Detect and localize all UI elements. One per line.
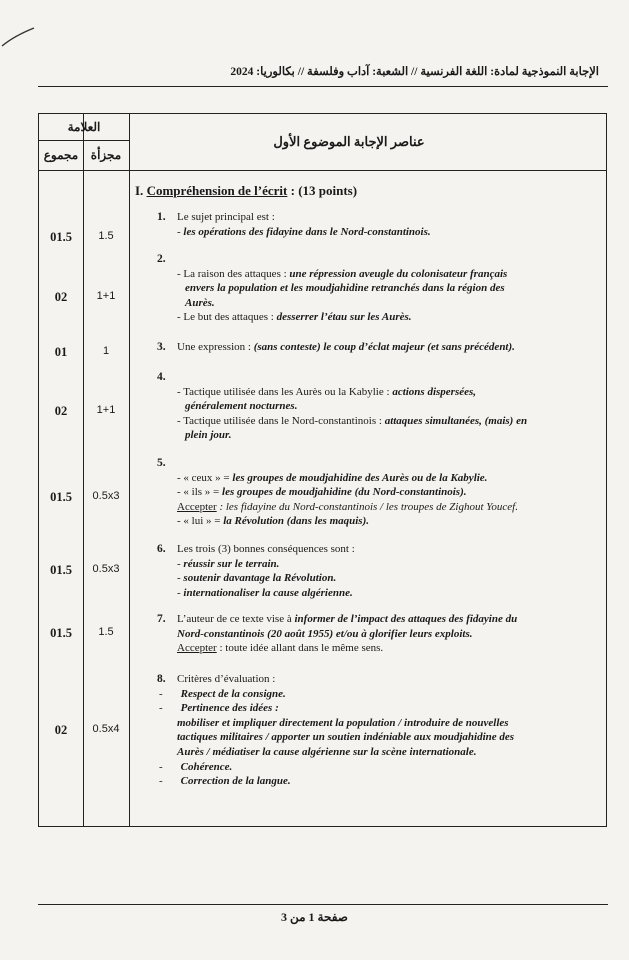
answer-line xyxy=(177,586,353,600)
answer-prefix: - « ceux » = xyxy=(177,471,233,484)
total-score-header: مجموع xyxy=(43,148,79,162)
question-number: 7. xyxy=(157,613,166,625)
answer-line xyxy=(177,672,275,686)
answer-line xyxy=(177,385,476,399)
total-score: 01.5 xyxy=(50,563,72,577)
answer-prefix: - xyxy=(177,586,184,599)
answer-text: Aurès. xyxy=(185,296,215,309)
answer-line xyxy=(177,414,527,428)
part-score: 0.5x3 xyxy=(92,490,120,502)
part-score: 1+1 xyxy=(96,404,116,416)
part-score: 1.5 xyxy=(98,230,114,242)
answer-text: les opérations des fidayine dans le Nord-constantinois. xyxy=(183,225,431,238)
question-number: 6. xyxy=(157,543,166,555)
answer-prefix: Le sujet principal est : xyxy=(177,211,275,223)
answer-prefix: - xyxy=(177,557,184,570)
answer-line xyxy=(185,296,215,310)
answer-text: Correction de la langue. xyxy=(180,775,291,788)
total-score: 02 xyxy=(54,723,68,737)
answer-text: la Révolution (dans les maquis). xyxy=(223,515,370,528)
answer-line xyxy=(177,500,518,514)
answer-prefix: - « ils » = xyxy=(177,486,223,499)
answer-text: : les fidayine du Nord-constantinois / les troupes de Zighout Youcef. xyxy=(216,500,518,513)
answer-prefix: Une expression : xyxy=(177,341,254,353)
answer-line xyxy=(177,641,383,655)
answer-text: soutenir davantage la Révolution. xyxy=(183,572,337,585)
answer-text: informer de l’impact des attaques des fidayine du xyxy=(294,613,518,625)
answer-line xyxy=(185,399,297,413)
answer-text: internationaliser la cause algérienne. xyxy=(183,586,353,599)
score-header-divider xyxy=(39,140,129,141)
answer-prefix: - xyxy=(159,702,163,715)
answer-prefix: L’auteur de ce texte vise à xyxy=(177,613,295,625)
question-number: 4. xyxy=(157,371,166,383)
total-score: 01.5 xyxy=(50,626,72,640)
answer-line xyxy=(185,428,231,442)
total-score: 01.5 xyxy=(50,490,72,504)
answer-prefix: - « lui » = xyxy=(177,515,224,528)
answer-line xyxy=(177,612,517,626)
score-header: العلامة xyxy=(67,120,101,134)
answer-line xyxy=(177,471,487,485)
answer-text: une répression aveugle du colonisateur français xyxy=(289,267,508,280)
answer-line xyxy=(177,557,279,571)
answer-text: actions dispersées, xyxy=(392,385,477,398)
question-number: 1. xyxy=(157,211,166,223)
question-number: 3. xyxy=(157,341,166,353)
answer-text: (sans conteste) le coup d’éclat majeur (et sans précédent). xyxy=(253,341,515,353)
answer-prefix: - Tactique utilisée dans les Aurès ou la Kabylie : xyxy=(177,385,393,398)
answer-text: tactiques militaires / apporter un soutien indéniable aux moudjahidine des xyxy=(177,731,515,744)
answer-prefix: Les trois (3) bonnes conséquences sont : xyxy=(177,543,355,555)
answer-text: envers la population et les moudjahidine retranchés dans la région des xyxy=(185,282,505,295)
part-score: 0.5x3 xyxy=(92,563,120,575)
answer-text: réussir sur le terrain. xyxy=(183,557,280,570)
answer-prefix: - Tactique utilisée dans le Nord-constantinois : xyxy=(177,414,385,427)
page-footer: صفحة 1 من 3 xyxy=(280,910,348,924)
answer-prefix: - Le but des attaques : xyxy=(177,311,277,324)
answer-prefix: Critères d’évaluation : xyxy=(177,673,276,685)
part-score-header: مجزأة xyxy=(90,148,122,162)
answer-line xyxy=(177,210,275,224)
answer-line xyxy=(177,716,509,730)
answer-line xyxy=(177,627,473,641)
part-score: 1+1 xyxy=(96,290,116,302)
answer-text: Cohérence. xyxy=(180,760,233,773)
answer-text: desserrer l’étau sur les Aurès. xyxy=(276,311,412,324)
pen-stroke-mark xyxy=(0,22,40,52)
answer-line xyxy=(177,310,412,324)
answer-prefix: - xyxy=(159,687,163,700)
answer-text: généralement nocturnes. xyxy=(185,400,298,413)
answer-line xyxy=(159,774,291,788)
answer-text: Aurès / médiatiser la cause algérienne sur la scène internationale. xyxy=(177,746,477,758)
answer-line xyxy=(159,701,279,715)
answer-line xyxy=(177,745,476,759)
part-score: 0.5x4 xyxy=(92,723,120,735)
answer-text: attaques simultanées, (mais) en xyxy=(384,414,528,427)
answer-line xyxy=(177,514,369,528)
answer-prefix: - xyxy=(159,760,163,773)
answer-line xyxy=(185,281,505,295)
answer-text: mobiliser et impliquer directement la population / introduire de nouvelles xyxy=(177,716,509,729)
answer-text: : toute idée allant dans le même sens. xyxy=(216,642,384,655)
header-rule xyxy=(38,86,608,87)
answer-line xyxy=(177,571,336,585)
total-score: 01 xyxy=(54,345,68,359)
answer-line xyxy=(177,225,431,239)
answer-line xyxy=(159,687,286,701)
page-header: الإجابة النموذجية لمادة: اللغة الفرنسية // الشعبة: آداب وفلسفة // بكالوريا: 2024 xyxy=(230,66,599,78)
content-header: عناصر الإجابة الموضوع الأول xyxy=(273,134,425,149)
answer-prefix: Accepter xyxy=(177,500,217,513)
question-number: 8. xyxy=(157,673,166,685)
part-score: 1 xyxy=(102,345,110,357)
answer-prefix: - La raison des attaques : xyxy=(177,267,290,280)
total-score: 02 xyxy=(54,404,68,418)
section-points: : (13 points) xyxy=(287,183,358,198)
answer-prefix: - xyxy=(177,225,184,238)
answer-prefix: - xyxy=(177,572,184,585)
table-header-rule xyxy=(39,170,606,171)
col-divider-part-content xyxy=(129,114,130,826)
col-divider-total-part xyxy=(83,114,84,826)
section-number: I. xyxy=(135,183,144,198)
answer-text: les groupes de moudjahidine des Aurès ou de la Kabylie. xyxy=(232,471,488,484)
total-score: 01.5 xyxy=(50,230,72,244)
part-score: 1.5 xyxy=(98,626,114,638)
total-score: 02 xyxy=(54,290,68,304)
footer-rule xyxy=(38,904,608,905)
answer-line xyxy=(177,340,515,354)
answer-line xyxy=(177,730,514,744)
answer-text: les groupes de moudjahidine (du Nord-constantinois). xyxy=(222,486,467,499)
question-number: 2. xyxy=(157,253,166,265)
question-number: 5. xyxy=(157,457,166,469)
answer-text: plein jour. xyxy=(185,429,232,442)
answer-prefix: - xyxy=(159,775,163,788)
answer-text: Pertinence des idées : xyxy=(180,702,279,715)
answer-table xyxy=(38,113,607,827)
answer-prefix: Accepter xyxy=(177,642,217,655)
answer-line xyxy=(177,542,355,556)
answer-text: Respect de la consigne. xyxy=(180,687,286,700)
answer-text: Nord-constantinois (20 août 1955) et/ou à glorifier leurs exploits. xyxy=(177,627,473,640)
answer-line xyxy=(177,485,467,499)
answer-line xyxy=(159,760,232,774)
answer-line xyxy=(177,267,507,281)
section-title-text: Compréhension de l’écrit xyxy=(146,183,288,198)
